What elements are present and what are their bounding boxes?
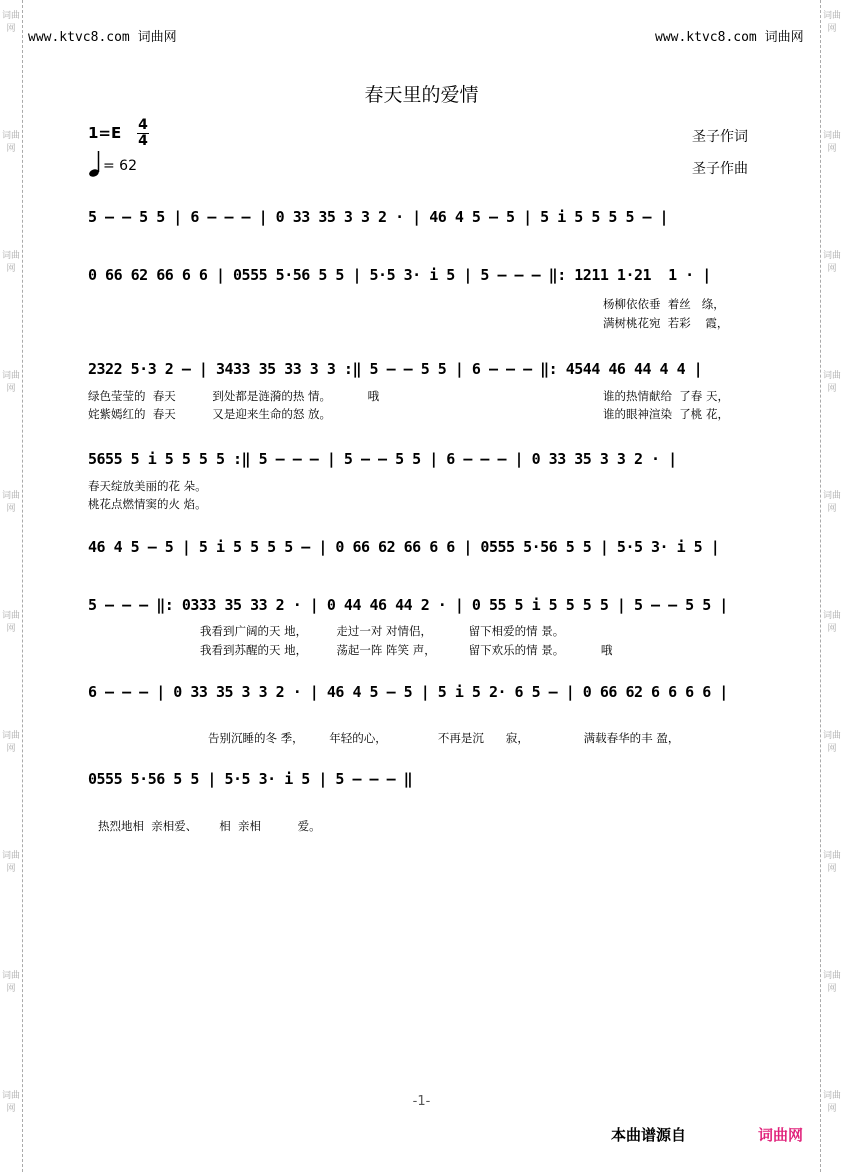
- lyric-line: 绿色莹莹的 春天 到处都是涟漪的热 情。 哦: [88, 389, 380, 403]
- tempo-marking: = 62: [103, 158, 137, 174]
- watermark: 词曲网: [822, 11, 841, 34]
- watermark: 词曲网: [822, 251, 841, 274]
- left-watermark-strip: [0, 0, 23, 1172]
- music-line-1: 5 — — 5 5 | 6 — — — | 0 33 35 3 3 2 · | 46 4 5 — 5 | 5 i 5 5 5 5 — |: [88, 208, 669, 226]
- source-label: 本曲谱源自: [611, 1126, 687, 1144]
- lyric-line: 谁的热情献给 了春 天，: [603, 389, 729, 403]
- lyric-line: 热烈地相 亲相爱、 相 亲相 爱。: [98, 819, 321, 833]
- watermark: 词曲网: [822, 971, 841, 994]
- lyric-line: 我看到广阔的天 地， 走过一对 对情侣， 留下相爱的情 景。: [200, 624, 565, 638]
- lyric-line: 杨柳依依垂 着丝 绦，: [603, 297, 725, 311]
- lyric-line: 春天绽放美丽的花 朵。: [88, 479, 207, 493]
- watermark: 词曲网: [1, 251, 20, 274]
- site-header-right: www.ktvc8.com 词曲网: [655, 30, 804, 45]
- watermark: 词曲网: [1, 131, 20, 154]
- watermark: 词曲网: [822, 371, 841, 394]
- watermark: 词曲网: [1, 851, 20, 874]
- watermark: 词曲网: [822, 611, 841, 634]
- watermark: 词曲网: [1, 1091, 20, 1114]
- music-line-8: 0555 5·56 5 5 | 5·5 3· i 5 | 5 — — — ‖: [88, 770, 413, 788]
- watermark: 词曲网: [822, 131, 841, 154]
- lyric-line: 桃花点燃情窦的火 焰。: [88, 497, 207, 511]
- watermark: 词曲网: [822, 851, 841, 874]
- music-line-6: 5 — — — ‖: 0333 35 33 2 · | 0 44 46 44 2 · | 0 55 5 i 5 5 5 5 | 5 — — 5 5 |: [88, 596, 728, 614]
- watermark: 词曲网: [822, 1091, 841, 1114]
- watermark: 词曲网: [1, 11, 20, 34]
- source-site-link[interactable]: 词曲网: [758, 1126, 804, 1144]
- right-watermark-strip: [820, 0, 843, 1172]
- music-line-3: 2322 5·3 2 — | 3433 35 33 3 3 :‖ 5 — — 5 5 | 6 — — — ‖: 4544 46 44 4 4 |: [88, 360, 703, 378]
- time-signature-bottom: 4: [138, 133, 148, 149]
- site-header-left: www.ktvc8.com 词曲网: [28, 30, 177, 45]
- time-signature: [133, 118, 153, 149]
- page-number: -1-: [412, 1094, 431, 1109]
- watermark: 词曲网: [1, 731, 20, 754]
- watermark: 词曲网: [1, 971, 20, 994]
- song-title: 春天里的爱情: [364, 84, 479, 106]
- lyric-line: 姹紫嫣红的 春天 又是迎来生命的怒 放。: [88, 407, 332, 421]
- key-signature: 1=E: [88, 124, 122, 142]
- watermark: 词曲网: [822, 491, 841, 514]
- lyric-line: 满树桃花宛 若彩 霞，: [603, 316, 729, 330]
- music-line-7: 6 — — — | 0 33 35 3 3 2 · | 46 4 5 — 5 | 5 i 5 2· 6 5 — | 0 66 62 6 6 6 6 |: [88, 683, 728, 701]
- lyric-line: 谁的眼神渲染 了桃 花，: [603, 407, 729, 421]
- watermark: 词曲网: [1, 371, 20, 394]
- music-line-2: 0 66 62 66 6 6 | 0555 5·56 5 5 | 5·5 3· i 5 | 5 — — — ‖: 1211 1·21 1 · |: [88, 266, 711, 284]
- watermark: 词曲网: [822, 731, 841, 754]
- time-signature-top: 4: [138, 117, 148, 133]
- music-line-5: 46 4 5 — 5 | 5 i 5 5 5 5 — | 0 66 62 66 6 6 | 0555 5·56 5 5 | 5·5 3· i 5 |: [88, 538, 720, 556]
- lyric-line: 我看到苏醒的天 地， 荡起一阵 阵笑 声， 留下欢乐的情 景。 哦: [200, 643, 613, 657]
- composer-credit: 圣子作曲: [692, 161, 748, 177]
- watermark: 词曲网: [1, 491, 20, 514]
- lyric-line: 告别沉睡的冬 季， 年轻的心， 不再是沉 寂， 满载春华的丰 盈，: [208, 731, 680, 745]
- watermark: 词曲网: [1, 611, 20, 634]
- music-line-4: 5655 5 i 5 5 5 5 :‖ 5 — — — | 5 — — 5 5 | 6 — — — | 0 33 35 3 3 2 · |: [88, 450, 677, 468]
- lyricist-credit: 圣子作词: [692, 129, 748, 145]
